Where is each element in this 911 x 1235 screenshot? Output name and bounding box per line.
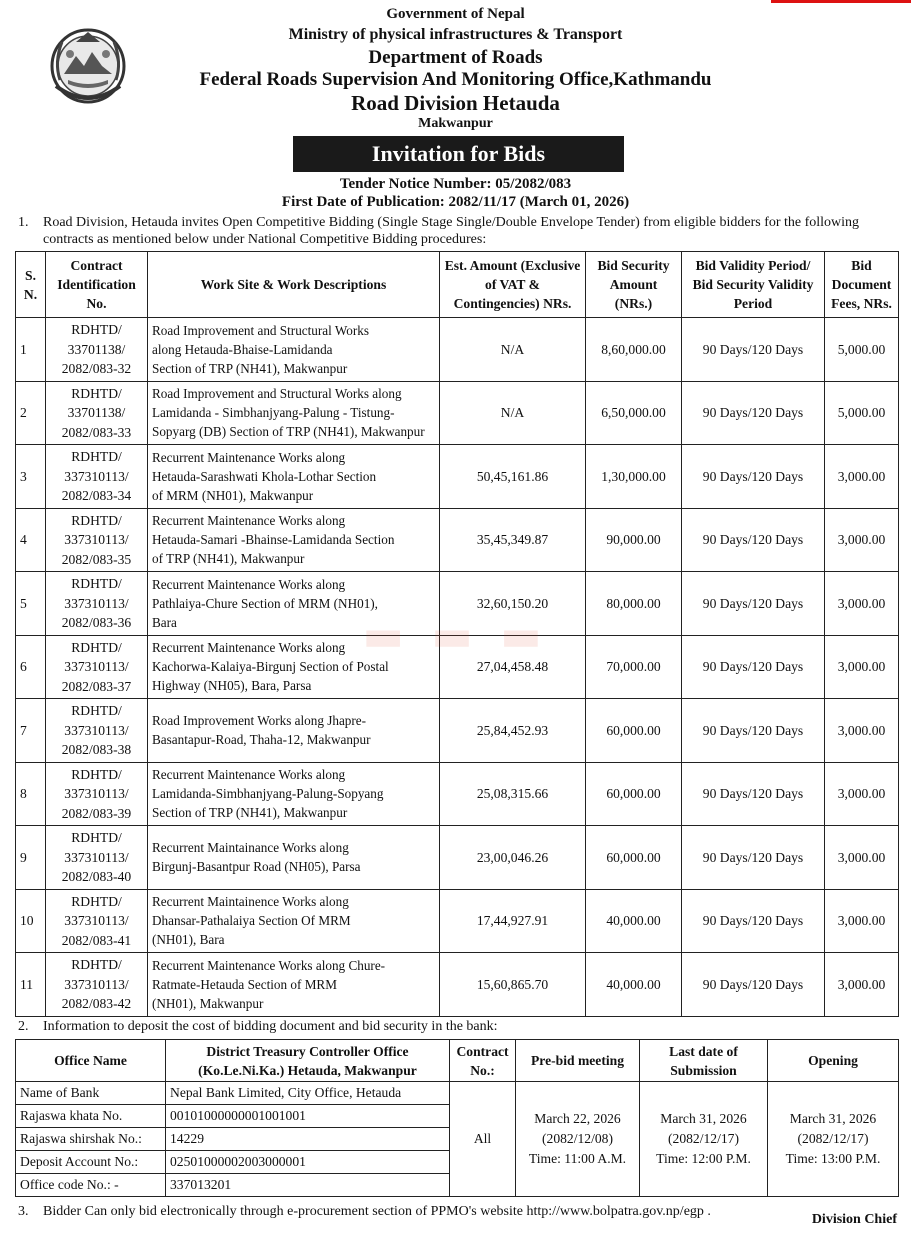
paragraph-2 — [18, 1018, 903, 1036]
table-row — [16, 889, 899, 953]
row-work-description-line-1: Recurrent Maintainence Works along — [152, 894, 349, 910]
row-doc-fee: 3,000.00 — [825, 635, 899, 699]
row-est-amount: 32,60,150.20 — [440, 572, 586, 636]
table-row — [16, 762, 899, 826]
row-work-description-line-3: of TRP (NH41), Makwanpur — [152, 551, 305, 567]
row-doc-fee: 3,000.00 — [825, 572, 899, 636]
row-work-description-line-2: Lamidanda - Simbhanjyang-Palung - Tistung- — [152, 405, 395, 421]
bank-value: 00101000000001001001 — [166, 1105, 450, 1128]
row-validity: 90 Days/120 Days — [682, 699, 825, 763]
row-validity: 90 Days/120 Days — [682, 572, 825, 636]
row-validity: 90 Days/120 Days — [682, 318, 825, 382]
row-sn: 8 — [16, 762, 46, 826]
row-est-amount: N/A — [440, 381, 586, 445]
row-contract-id-line-1: RDHTD/ — [71, 703, 122, 718]
row-doc-fee: 3,000.00 — [825, 508, 899, 572]
table-row — [16, 508, 899, 572]
row-sn: 9 — [16, 826, 46, 890]
row-contract-id — [46, 762, 148, 826]
row-work-description-line-2: Ratmate-Hetauda Section of MRM — [152, 976, 337, 992]
row-contract-id-line-1: RDHTD/ — [71, 830, 122, 845]
opening-time: Time: 13:00 P.M. — [785, 1151, 881, 1166]
paragraph-1-line-1: Road Division, Hetauda invites Open Competitive Bidding (Single Stage Single/Double Envelope Tender) from eligible bidders for the following — [43, 215, 860, 230]
row-contract-id-line-3: 2082/083-41 — [61, 932, 132, 948]
row-contract-id-line-2: 33701138/ — [67, 405, 126, 420]
row-doc-fee: 5,000.00 — [825, 381, 899, 445]
row-doc-fee: 3,000.00 — [825, 762, 899, 826]
table-row — [16, 699, 899, 763]
bank-header-opening: Opening — [768, 1040, 899, 1082]
row-work-description-line-1: Road Improvement Works along Jhapre- — [152, 713, 367, 729]
paragraph-number: 2. — [18, 1019, 29, 1034]
row-bid-security: 80,000.00 — [586, 572, 682, 636]
prebid-cell — [516, 1082, 640, 1197]
publication-date: First Date of Publication: 2082/11/17 (March 01, 2026) — [281, 194, 630, 210]
row-est-amount: 25,08,315.66 — [440, 762, 586, 826]
bank-label: Rajaswa shirshak No.: — [16, 1128, 166, 1151]
bank-label: Office code No.: - — [16, 1174, 166, 1197]
row-doc-fee: 3,000.00 — [825, 445, 899, 509]
ministry-line: Ministry of physical infrastructures & Transport — [288, 26, 623, 43]
table-row — [16, 318, 899, 382]
submission-time: Time: 12:00 P.M. — [656, 1151, 751, 1166]
row-work-description-line-3: Section of TRP (NH41), Makwanpur — [152, 360, 348, 376]
prebid-date: March 22, 2026 — [534, 1111, 621, 1126]
row-contract-id-line-1: RDHTD/ — [71, 766, 122, 782]
bank-header-contract-line-2: No.: — [470, 1062, 495, 1078]
row-work-description — [148, 318, 440, 382]
row-bid-security: 70,000.00 — [586, 635, 682, 699]
submission-cell — [640, 1082, 768, 1197]
department-line: Department of Roads — [368, 47, 543, 68]
row-bid-security: 8,60,000.00 — [586, 318, 682, 382]
row-work-description — [148, 381, 440, 445]
prebid-nepali-date: (2082/12/08) — [542, 1131, 613, 1146]
header-validity: Bid Validity Period/ Bid Security Validity Period — [682, 252, 825, 318]
row-work-description-line-2: Hetauda-Sarashwati Khola-Lothar Section — [152, 468, 377, 484]
row-est-amount: 35,45,349.87 — [440, 508, 586, 572]
row-doc-fee: 3,000.00 — [825, 953, 899, 1017]
row-contract-id — [46, 826, 148, 890]
row-contract-id-line-3: 2082/083-35 — [61, 551, 132, 567]
bank-label: Rajaswa khata No. — [16, 1105, 166, 1128]
row-contract-id — [46, 445, 148, 509]
row-contract-id — [46, 889, 148, 953]
row-work-description-line-3: of MRM (NH01), Makwanpur — [152, 487, 314, 503]
bank-row — [16, 1082, 899, 1105]
row-work-description-line-2: Pathlaiya-Chure Section of MRM (NH01), — [152, 595, 378, 611]
row-contract-id-line-1: RDHTD/ — [71, 639, 122, 655]
table-row — [16, 445, 899, 509]
row-sn: 2 — [16, 381, 46, 445]
paragraph-3-text: Bidder Can only bid electronically through e-procurement section of PPMO's website http://www.bolpatra.gov.np/egp . — [43, 1204, 711, 1219]
row-contract-id-line-2: 337310113/ — [64, 786, 129, 801]
bank-header-treasury — [166, 1040, 450, 1082]
row-validity: 90 Days/120 Days — [682, 826, 825, 890]
row-bid-security: 90,000.00 — [586, 508, 682, 572]
row-work-description-line-1: Road Improvement and Structural Works — [152, 322, 369, 338]
row-contract-id-line-2: 337310113/ — [64, 722, 129, 738]
row-est-amount: 23,00,046.26 — [440, 826, 586, 890]
row-work-description-line-3: Highway (NH05), Bara, Parsa — [152, 678, 312, 694]
row-doc-fee: 3,000.00 — [825, 699, 899, 763]
row-contract-id — [46, 508, 148, 572]
gov-line: Government of Nepal — [386, 6, 525, 22]
bank-header-contract-line-1: Contract — [456, 1043, 509, 1059]
row-contract-id — [46, 635, 148, 699]
row-work-description-line-1: Recurrent Maintenance Works along — [152, 640, 346, 656]
row-bid-security: 1,30,000.00 — [586, 445, 682, 509]
row-sn: 7 — [16, 699, 46, 763]
header-est-amount: Est. Amount (Exclusive of VAT & Contingencies) NRs. — [440, 252, 586, 318]
row-contract-id — [46, 572, 148, 636]
row-work-description — [148, 762, 440, 826]
paragraph-3 — [18, 1203, 798, 1221]
row-work-description-line-2: Hetauda-Samari -Bhainse-Lamidanda Section — [152, 532, 395, 548]
bank-header-prebid: Pre-bid meeting — [516, 1040, 640, 1082]
row-contract-id-line-3: 2082/083-36 — [61, 615, 132, 630]
row-work-description-line-1: Recurrent Maintenance Works along — [152, 576, 346, 592]
division-line: Road Division Hetauda — [351, 91, 560, 115]
row-contract-id-line-1: RDHTD/ — [71, 512, 122, 528]
row-work-description — [148, 508, 440, 572]
row-work-description-line-2: Dhansar-Pathalaiya Section Of MRM — [152, 913, 351, 929]
row-contract-id-line-2: 337310113/ — [64, 468, 129, 484]
header-sn: S. N. — [16, 252, 46, 318]
row-work-description — [148, 953, 440, 1017]
row-contract-id-line-2: 337310113/ — [64, 595, 129, 611]
row-sn: 1 — [16, 318, 46, 382]
row-sn: 10 — [16, 889, 46, 953]
table-header-row — [16, 252, 899, 318]
table-row — [16, 572, 899, 636]
opening-date: March 31, 2026 — [789, 1111, 877, 1126]
office-line: Federal Roads Supervision And Monitoring Office,Kathmandu — [199, 69, 712, 90]
row-work-description — [148, 699, 440, 763]
table-row — [16, 826, 899, 890]
bank-header-treasury-line-2: (Ko.Le.Ni.Ka.) Hetauda, Makwanpur — [198, 1062, 417, 1078]
row-contract-id-line-3: 2082/083-42 — [61, 996, 132, 1011]
prebid-time: Time: 11:00 A.M. — [528, 1151, 627, 1166]
bank-label: Name of Bank — [16, 1082, 166, 1105]
header-work-site: Work Site & Work Descriptions — [148, 252, 440, 318]
row-bid-security: 6,50,000.00 — [586, 381, 682, 445]
row-work-description-line-3: Bara — [152, 614, 177, 630]
row-bid-security: 60,000.00 — [586, 826, 682, 890]
row-work-description-line-3: Section of TRP (NH41), Makwanpur — [152, 805, 348, 821]
table-row — [16, 953, 899, 1017]
row-work-description-line-2: Birgunj-Basantpur Road (NH05), Parsa — [152, 859, 361, 875]
row-contract-id-line-1: RDHTD/ — [71, 322, 122, 337]
row-sn: 4 — [16, 508, 46, 572]
row-doc-fee: 5,000.00 — [825, 318, 899, 382]
bank-header-treasury-line-1: District Treasury Controller Office — [206, 1043, 409, 1059]
header-doc-fees: Bid Document Fees, NRs. — [825, 252, 899, 318]
red-top-strip — [771, 0, 911, 3]
paragraph-number: 3. — [18, 1204, 29, 1219]
row-sn: 11 — [16, 953, 46, 1017]
row-work-description-line-1: Recurrent Maintenance Works along — [152, 767, 346, 783]
row-work-description-line-1: Road Improvement and Structural Works along — [152, 386, 402, 402]
row-contract-id-line-3: 2082/083-37 — [61, 678, 132, 694]
bank-header-row — [16, 1040, 899, 1082]
row-sn: 3 — [16, 445, 46, 509]
row-contract-id — [46, 699, 148, 763]
bank-info-table — [15, 1039, 899, 1197]
header-contract-id: Contract Identification No. — [46, 252, 148, 318]
row-validity: 90 Days/120 Days — [682, 889, 825, 953]
bank-value: 02501000002003000001 — [166, 1151, 450, 1174]
row-contract-id-line-3: 2082/083-40 — [61, 869, 132, 884]
row-work-description — [148, 445, 440, 509]
row-work-description — [148, 826, 440, 890]
row-contract-id-line-1: RDHTD/ — [71, 893, 122, 909]
header-bid-security: Bid Security Amount (NRs.) — [586, 252, 682, 318]
row-contract-id-line-2: 337310113/ — [64, 849, 129, 865]
bank-value: 337013201 — [166, 1174, 450, 1197]
row-work-description — [148, 572, 440, 636]
row-contract-id-line-1: RDHTD/ — [71, 576, 122, 591]
row-doc-fee: 3,000.00 — [825, 889, 899, 953]
row-work-description-line-2: along Hetauda-Bhaise-Lamidanda — [152, 341, 333, 357]
row-work-description-line-1: Recurrent Maintenance Works along Chure- — [152, 957, 386, 973]
invitation-banner: Invitation for Bids — [293, 136, 624, 172]
row-contract-id-line-2: 33701138/ — [67, 341, 126, 357]
row-validity: 90 Days/120 Days — [682, 635, 825, 699]
row-est-amount: 25,84,452.93 — [440, 699, 586, 763]
row-est-amount: N/A — [440, 318, 586, 382]
paragraph-1-line-2: contracts as mentioned below under National Competitive Bidding procedures: — [43, 232, 487, 247]
row-contract-id-line-3: 2082/083-33 — [61, 424, 132, 440]
bank-header-last-date — [640, 1040, 768, 1082]
row-work-description-line-1: Recurrent Maintenance Works along — [152, 513, 346, 529]
row-bid-security: 40,000.00 — [586, 889, 682, 953]
row-contract-id-line-1: RDHTD/ — [71, 385, 122, 401]
row-work-description-line-2: Basantapur-Road, Thaha-12, Makwanpur — [152, 732, 371, 748]
row-contract-id-line-3: 2082/083-34 — [61, 488, 132, 503]
row-contract-id-line-3: 2082/083-32 — [61, 361, 132, 376]
row-est-amount: 15,60,865.70 — [440, 953, 586, 1017]
row-contract-id-line-1: RDHTD/ — [71, 449, 122, 464]
opening-nepali-date: (2082/12/17) — [797, 1131, 869, 1146]
bank-header-last-line-2: Submission — [670, 1062, 737, 1078]
paragraph-number: 1. — [18, 215, 29, 230]
signature-title: Division Chief — [811, 1212, 897, 1227]
row-contract-id — [46, 953, 148, 1017]
row-work-description-line-3: (NH01), Bara — [152, 932, 225, 948]
row-work-description-line-3: Sopyarg (DB) Section of TRP (NH41), Makwanpur — [152, 424, 425, 440]
row-est-amount: 50,45,161.86 — [440, 445, 586, 509]
row-work-description — [148, 635, 440, 699]
paragraph-2-text: Information to deposit the cost of bidding document and bid security in the bank: — [43, 1019, 498, 1034]
row-validity: 90 Days/120 Days — [682, 953, 825, 1017]
row-bid-security: 60,000.00 — [586, 762, 682, 826]
contract-no-cell: All — [450, 1082, 516, 1197]
watermark: ▬ ▬ ▬ — [362, 610, 548, 661]
table-row — [16, 635, 899, 699]
tender-number: Tender Notice Number: 05/2082/083 — [339, 176, 572, 192]
submission-date: March 31, 2026 — [660, 1111, 747, 1126]
table-row — [16, 381, 899, 445]
row-validity: 90 Days/120 Days — [682, 762, 825, 826]
paragraph-1 — [18, 214, 903, 250]
row-contract-id — [46, 381, 148, 445]
contracts-table — [15, 251, 899, 1017]
row-bid-security: 60,000.00 — [586, 699, 682, 763]
bank-header-last-line-1: Last date of — [669, 1043, 738, 1059]
bank-value: Nepal Bank Limited, City Office, Hetauda — [166, 1082, 450, 1105]
district-line: Makwanpur — [418, 116, 493, 131]
row-contract-id-line-2: 337310113/ — [64, 976, 129, 992]
row-validity: 90 Days/120 Days — [682, 381, 825, 445]
row-sn: 5 — [16, 572, 46, 636]
row-contract-id-line-3: 2082/083-38 — [61, 742, 132, 757]
row-contract-id — [46, 318, 148, 382]
row-work-description-line-3: (NH01), Makwanpur — [152, 995, 264, 1011]
row-doc-fee: 3,000.00 — [825, 826, 899, 890]
bank-header-contract — [450, 1040, 516, 1082]
bank-value: 14229 — [166, 1128, 450, 1151]
row-est-amount: 17,44,927.91 — [440, 889, 586, 953]
row-work-description — [148, 889, 440, 953]
row-sn: 6 — [16, 635, 46, 699]
row-work-description-line-2: Kachorwa-Kalaiya-Birgunj Section of Postal — [152, 659, 389, 675]
submission-nepali-date: (2082/12/17) — [668, 1131, 739, 1146]
bank-label: Deposit Account No.: — [16, 1151, 166, 1174]
row-contract-id-line-2: 337310113/ — [64, 913, 129, 928]
row-contract-id-line-3: 2082/083-39 — [61, 805, 132, 821]
opening-cell — [768, 1082, 899, 1197]
bank-header-office: Office Name — [16, 1040, 166, 1082]
row-validity: 90 Days/120 Days — [682, 445, 825, 509]
row-work-description-line-1: Recurrent Maintainance Works along — [152, 840, 349, 856]
row-validity: 90 Days/120 Days — [682, 508, 825, 572]
row-contract-id-line-2: 337310113/ — [64, 532, 129, 547]
row-work-description-line-1: Recurrent Maintenance Works along — [152, 449, 346, 465]
row-contract-id-line-1: RDHTD/ — [71, 957, 122, 972]
row-contract-id-line-2: 337310113/ — [64, 659, 129, 674]
row-bid-security: 40,000.00 — [586, 953, 682, 1017]
row-est-amount: 27,04,458.48 — [440, 635, 586, 699]
row-work-description-line-2: Lamidanda-Simbhanjyang-Palung-Sopyang — [152, 786, 384, 802]
